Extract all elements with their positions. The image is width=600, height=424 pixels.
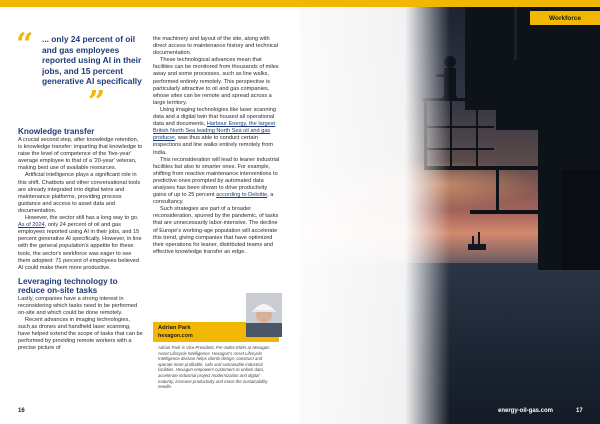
column-2 — [153, 36, 280, 256]
paragraph: Such strategies are part of a broader reconsideration, spurred by the pandemic, of tasks that are unnecessarily labor-intensive. The decline of Europe's working-age population will accelerate this trend, giving companies that have optimized their operations for leaner, distributed teams and effective knowledge transfer an edge. — [153, 206, 279, 255]
open-quote-icon: “ — [16, 27, 34, 62]
paragraph: A crucial second step, after knowledge retention, is knowledge transfer: imparting that knowledge to raise the level of competence of the 'five-year' average employee to that of a '20-year' veteran, making best use of available resources. — [18, 137, 143, 172]
author-name: Adrian Park — [158, 325, 191, 331]
pull-quote-text: ... only 24 percent of oil and gas employees reported using AI in their jobs, and 15 percent generative AI specifically — [42, 34, 142, 87]
author-bio-text: Adrian Park is Vice President, Pre-Sales EMIA at Hexagon Asset Lifecycle Intelligence. Hexagon's Asset Lifecycle Intelligence division helps clients design, construct and operate more profitable, safe and sustainable industrial facilities. Hexagon empowers customers to unlock data, accelerate industrial project modernization and digital maturity, increase productivity and move the sustainability needle. — [158, 345, 270, 390]
paragraph: Using imaging technologies like laser scanning data and a digital twin that housed all operational data and documents, Harbour Energy, the largest British North Sea leading North Sea oil and gas producer, was thus able to conduct certain inspections and line walks entirely remotely from India. — [153, 106, 276, 156]
page-number-right: 17 — [576, 408, 583, 414]
page-number-left: 16 — [18, 408, 25, 414]
avatar — [246, 293, 282, 337]
paragraph: Lastly, companies have a strong interest in reconsidering which tasks need to be performed on-site and which could be done remotely. — [18, 295, 138, 316]
paragraph: Artificial intelligence plays a significant role in this shift. Chatbots and other conversational tools are already integrated into digital twins and maintenance platforms, providing process guidance and access to asset data and documentation. — [18, 172, 141, 214]
footer-site: energy-oil-gas.com — [498, 408, 554, 414]
author-photo-icon — [246, 293, 282, 337]
photo-fade — [300, 0, 450, 424]
link-as-of-2024[interactable]: As of 2024 — [18, 222, 45, 229]
link-deloitte[interactable]: according to Deloitte — [216, 192, 268, 199]
paragraph: Recent advances in imaging technologies, such as drones and handheld laser scanning, have helped extend the scope of tasks that can be performed by providing remote workers with a precise picture of — [18, 317, 143, 352]
close-quote-icon: ” — [88, 85, 106, 120]
author-site: hexagon.com — [158, 333, 193, 339]
paragraph: These technological advances mean that facilities can be monitored from thousands of miles away and some processes, such as line walks, performed entirely remotely. This perspective is particularly attractive to oil and gas companies, whose sites can be remote and spread across a large territory. — [153, 57, 279, 106]
column-1 — [18, 124, 143, 353]
paragraph: This reconsideration will lead to leaner industrial facilities but also to smarter ones. For example, shifting from reactive maintenance interventions to predictive ones prompted by automated data analyses has been shown to drive productivity gains of up to 25 percent according to Deloitte, a consultancy. — [153, 156, 280, 206]
section-tag: Workforce — [530, 11, 600, 25]
paragraph: However, the sector still has a long way to go. As of 2024, only 24 percent of oil and gas employees reported using AI in their jobs, and 15 percent generative AI specifically. However, in line with the general population's appetite for these tools, the sector's workforce was eager to see them adopted: 71 percent of employees believed AI could make them more productive. — [18, 215, 142, 271]
link-harbour-energy[interactable]: Harbour Energy, the largest British North Sea leading North Sea oil and gas producer — [153, 121, 276, 142]
pull-quote — [16, 27, 142, 120]
right-page-photo — [300, 0, 600, 424]
paragraph: the machinery and layout of the site, along with direct access to maintenance history and technical documentation. — [153, 36, 278, 57]
heading-knowledge-transfer: Knowledge transfer — [18, 127, 95, 136]
heading-leveraging-technology: Leveraging technology to reduce on-site tasks — [18, 276, 118, 295]
top-accent-bar — [0, 0, 600, 7]
